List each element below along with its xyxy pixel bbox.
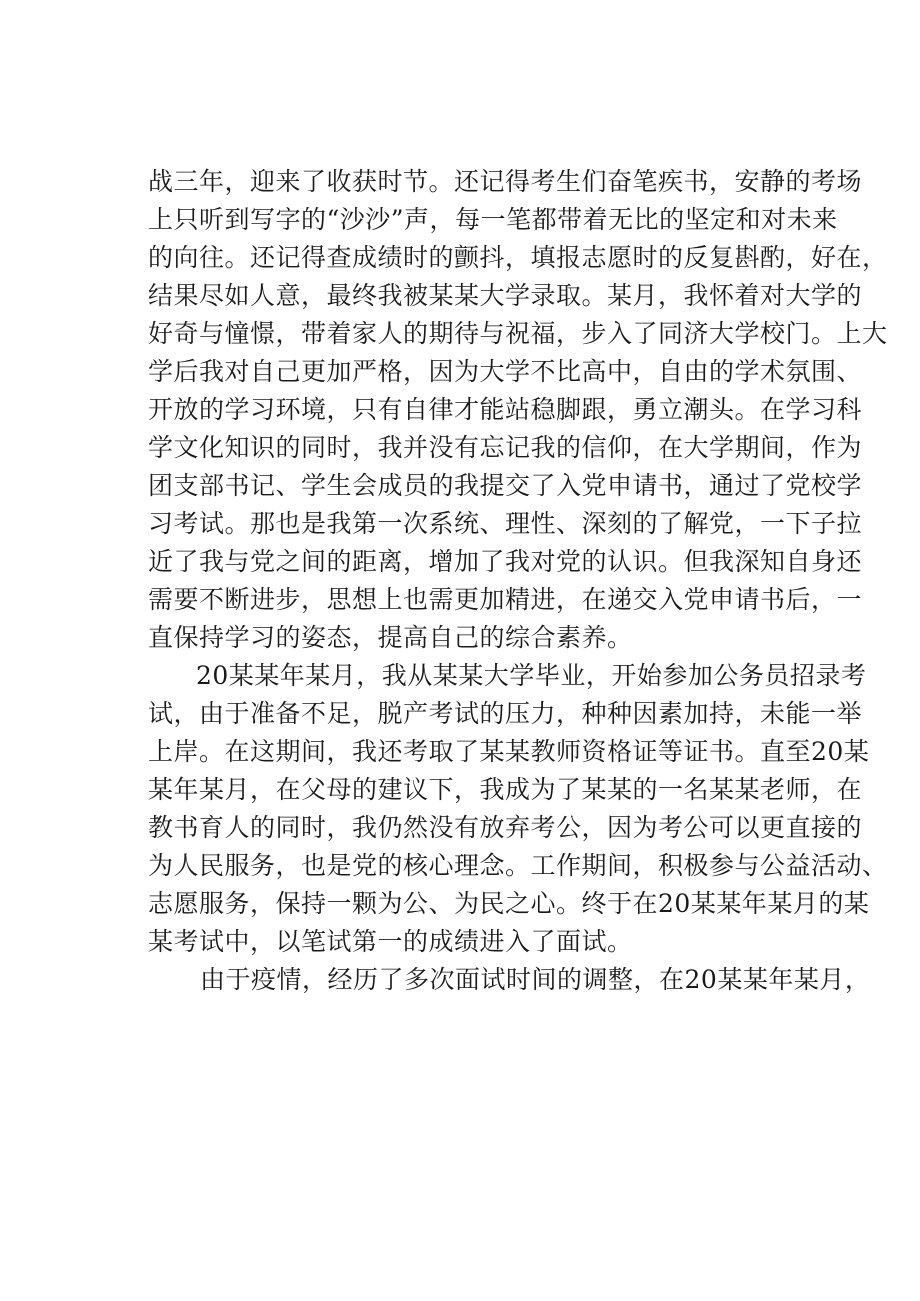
text-line-20: 志愿服务，保持一颗为公、为民之心。终于在20某某年某月的某 — [148, 889, 870, 918]
text-line-13: 直保持学习的姿态，提高自己的综合素养。 — [148, 623, 633, 652]
text-line-6: 学后我对自己更加严格，因为大学不比高中，自由的学术氛围、 — [148, 357, 863, 386]
text-line-12: 需要不断进步，思想上也需更加精进，在递交入党申请书后，一 — [148, 585, 863, 614]
text-line-8: 学文化知识的同时，我并没有忘记我的信仰，在大学期间，作为 — [148, 433, 863, 462]
text-line-22: 由于疫情，经历了多次面试时间的调整，在20某某年某月， — [200, 965, 871, 994]
text-line-4: 结果尽如人意，最终我被某某大学录取。某月，我怀着对大学的 — [148, 281, 863, 310]
text-line-10: 习考试。那也是我第一次系统、理性、深刻的了解党，一下子拉 — [148, 509, 863, 538]
text-line-11: 近了我与党之间的距离，增加了我对党的认识。但我深知自身还 — [148, 547, 863, 576]
text-line-15: 试，由于准备不足，脱产考试的压力，种种因素加持，未能一举 — [148, 699, 863, 728]
text-line-1: 战三年，迎来了收获时节。还记得考生们奋笔疾书，安静的考场 — [148, 167, 863, 196]
text-line-7: 开放的学习环境，只有自律才能站稳脚跟，勇立潮头。在学习科 — [148, 395, 863, 424]
text-line-17: 某年某月，在父母的建议下，我成为了某某的一名某某老师，在 — [148, 775, 863, 804]
text-line-14: 20某某年某月，我从某某大学毕业，开始参加公务员招录考 — [196, 661, 867, 690]
text-line-9: 团支部书记、学生会成员的我提交了入党申请书，通过了党校学 — [148, 471, 863, 500]
text-line-18: 教书育人的同时，我仍然没有放弃考公，因为考公可以更直接的 — [148, 813, 863, 842]
text-line-16: 上岸。在这期间，我还考取了某某教师资格证等证书。直至20某 — [148, 737, 870, 766]
text-line-2: 上只听到写字的“沙沙”声，每一笔都带着无比的坚定和对未来 — [148, 205, 838, 234]
text-line-5: 好奇与憧憬，带着家人的期待与祝福，步入了同济大学校门。上大 — [148, 319, 888, 348]
text-line-3: 的向往。还记得查成绩时的颤抖，填报志愿时的反复斟酌，好在， — [148, 243, 888, 272]
text-line-19: 为人民服务，也是党的核心理念。工作期间，积极参与公益活动、 — [148, 851, 888, 880]
text-line-21: 某考试中，以笔试第一的成绩进入了面试。 — [148, 927, 633, 956]
